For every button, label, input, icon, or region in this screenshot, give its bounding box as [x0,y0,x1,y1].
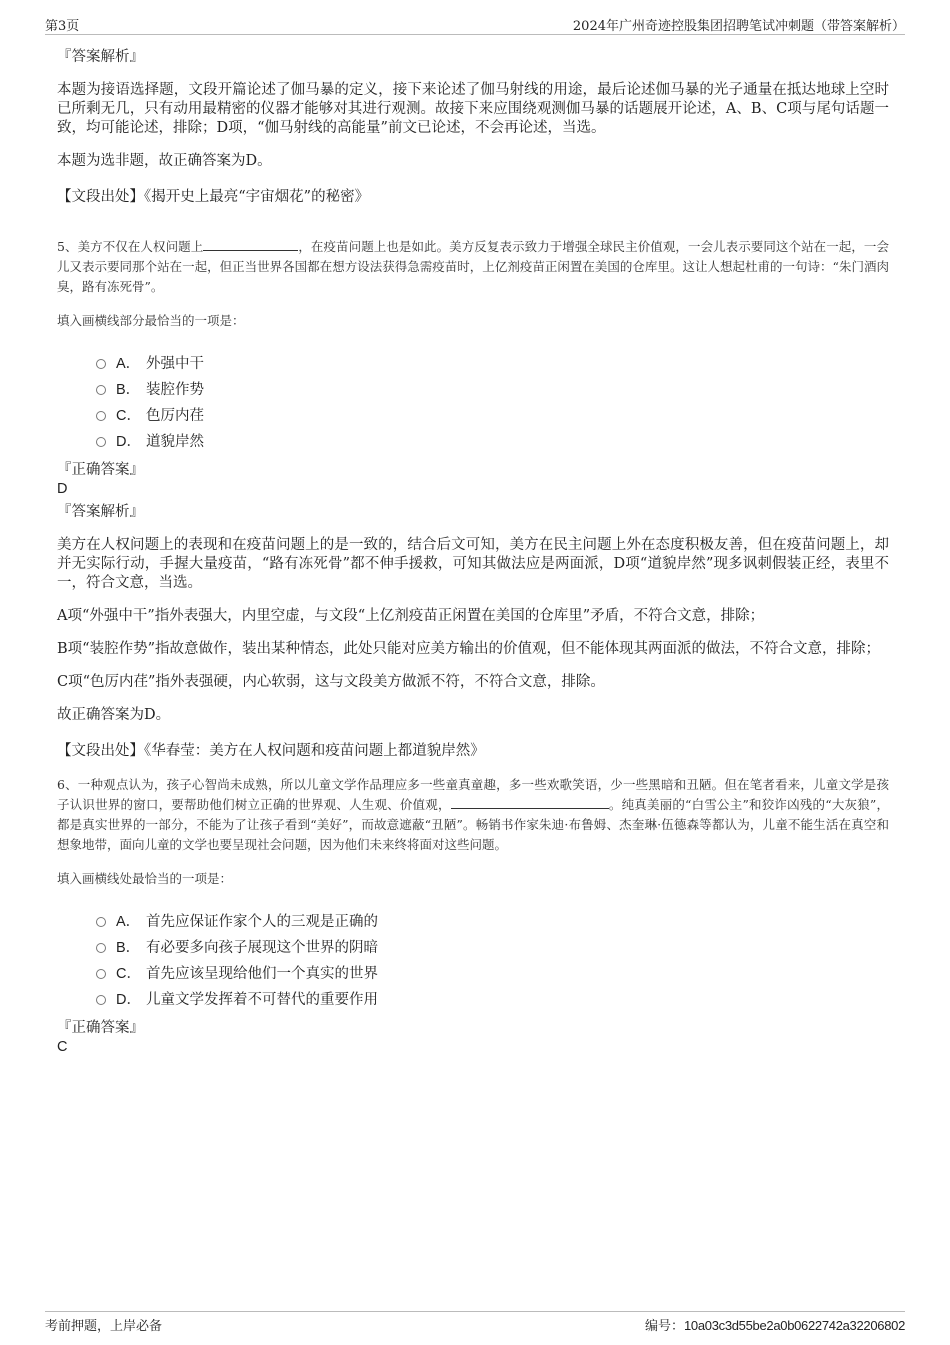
page-content [57,47,889,1057]
q5-answer: D [57,481,68,497]
q4-source: 【文段出处】《揭开史上最亮“宇宙烟花”的秘密》 [57,189,370,205]
radio-circle-icon[interactable] [96,969,106,979]
q5-option-a[interactable]: A． 外强中干 [96,349,889,375]
q6-option-d[interactable]: D． 儿童文学发挥着不可替代的重要作用 [96,985,889,1011]
page-footer [45,1311,905,1334]
q5-option-b[interactable]: B． 装腔作势 [96,375,889,401]
q5-option-d[interactable]: D． 道貌岸然 [96,427,889,453]
document-title: 2024年广州奇迹控股集团招聘笔试冲刺题（带答案解析） [572,19,905,34]
q4-conclusion: 本题为选非题，故正确答案为D。 [57,153,272,169]
q6-blank [451,796,609,809]
radio-circle-icon[interactable] [96,995,106,1005]
document-code: 编号：10a03c3d55be2a0b0622742a32206802 [644,1318,905,1334]
page-number: 第3页 [45,19,80,34]
radio-circle-icon[interactable] [96,917,106,927]
q5-analysis-label: 『答案解析』 [57,504,144,520]
q5-analysis-paragraph: B项“装腔作势”指故意做作，装出某种情态，此处只能对应美方输出的价值观，但不能体现其两面派的做法，不符合文意，排除； [57,641,880,657]
q5-analysis-paragraph: 美方在人权问题上的表现和在疫苗问题上的是一致的，结合后文可知，美方在民主问题上外在态度积极友善，但在疫苗问题上，却并无实际行动，手握大量疫苗，“路有冻死骨”都不伸手援救，可知其做法应是两面派，D项“道貌岸然”现多讽刺假装正经，表里不一，符合文意，当选。 [57,537,889,591]
q6-option-c[interactable]: C． 首先应该呈现给他们一个真实的世界 [96,959,889,985]
question-5 [57,237,889,761]
radio-circle-icon[interactable] [96,411,106,421]
question-6 [57,775,889,1057]
radio-circle-icon[interactable] [96,943,106,953]
q6-option-a[interactable]: A． 首先应保证作家个人的三观是正确的 [96,907,889,933]
q5-analysis-paragraph: C项“色厉内荏”指外表强硬，内心软弱，这与文段美方做派不符，不符合文意，排除。 [57,674,605,690]
q5-instruction: 填入画横线部分最恰当的一项是： [57,313,245,328]
q6-option-b[interactable]: B． 有必要多向孩子展现这个世界的阴暗 [96,933,889,959]
q5-option-c[interactable]: C． 色厉内荏 [96,401,889,427]
q6-answer-label: 『正确答案』 [57,1020,144,1036]
q5-blank [203,238,298,251]
q5-source: 【文段出处】《华春莹：美方在人权问题和疫苗问题上都道貌岸然》 [57,743,485,759]
q4-analysis-label: 『答案解析』 [57,49,144,65]
q6-answer: C [57,1039,68,1055]
q6-stem: 6、一种观点认为，孩子心智尚未成熟，所以儿童文学作品理应多一些童真童趣，多一些欢歌笑语，少一些黑暗和丑陋。但在笔者看来，儿童文学是孩子认识世界的窗口，要帮助他们树立正确的世界观、人生观、价值观， 。纯真美丽的“白雪公主”和狡诈凶残的“大灰狼”，都是真实世界的一部分，不能为了让孩子看到“美好”，而故意遮蔽“丑陋”。畅销书作家朱迪·布鲁姆、杰奎琳·伍德森等都认为，儿童不能生活在真空和想象地带，面向儿童的文学也要呈现社会问题，因为他们未来终将面对这些问题。 [57,777,890,852]
q5-conclusion: 故正确答案为D。 [57,707,171,723]
q4-analysis-paragraph: 本题为接语选择题，文段开篇论述了伽马暴的定义，接下来论述了伽马射线的用途，最后论述伽马暴的光子通量在抵达地球上空时已所剩无几，只有动用最精密的仪器才能够对其进行观测。故接下来应围绕观测伽马暴的话题展开论述，A、B、C项与尾句话题一致，均可能论述，排除；D项，“伽马射线的高能量”前文已论述，不会再论述，当选。 [57,82,889,136]
q6-instruction: 填入画横线处最恰当的一项是： [57,871,233,886]
q5-answer-label: 『正确答案』 [57,462,144,478]
q5-analysis-paragraph: A项“外强中干”指外表强大，内里空虚，与文段“上亿剂疫苗正闲置在美国的仓库里”矛盾，不符合文意，排除； [57,608,765,624]
footer-slogan: 考前押题，上岸必备 [45,1319,163,1334]
q5-options [96,349,889,453]
radio-circle-icon[interactable] [96,437,106,447]
q5-stem: 5、美方不仅在人权问题上 ，在疫苗问题上也是如此。美方反复表示致力于增强全球民主价值观，一会儿表示要同这个站在一起，一会儿又表示要同那个站在一起，但正当世界各国都在想方设法获得急需疫苗时，上亿剂疫苗正闲置在美国的仓库里。这让人想起杜甫的一句诗：“朱门酒肉臭，路有冻死骨”。 [57,239,889,294]
page-header [45,14,905,35]
radio-circle-icon[interactable] [96,385,106,395]
radio-circle-icon[interactable] [96,359,106,369]
q6-options [96,907,889,1011]
